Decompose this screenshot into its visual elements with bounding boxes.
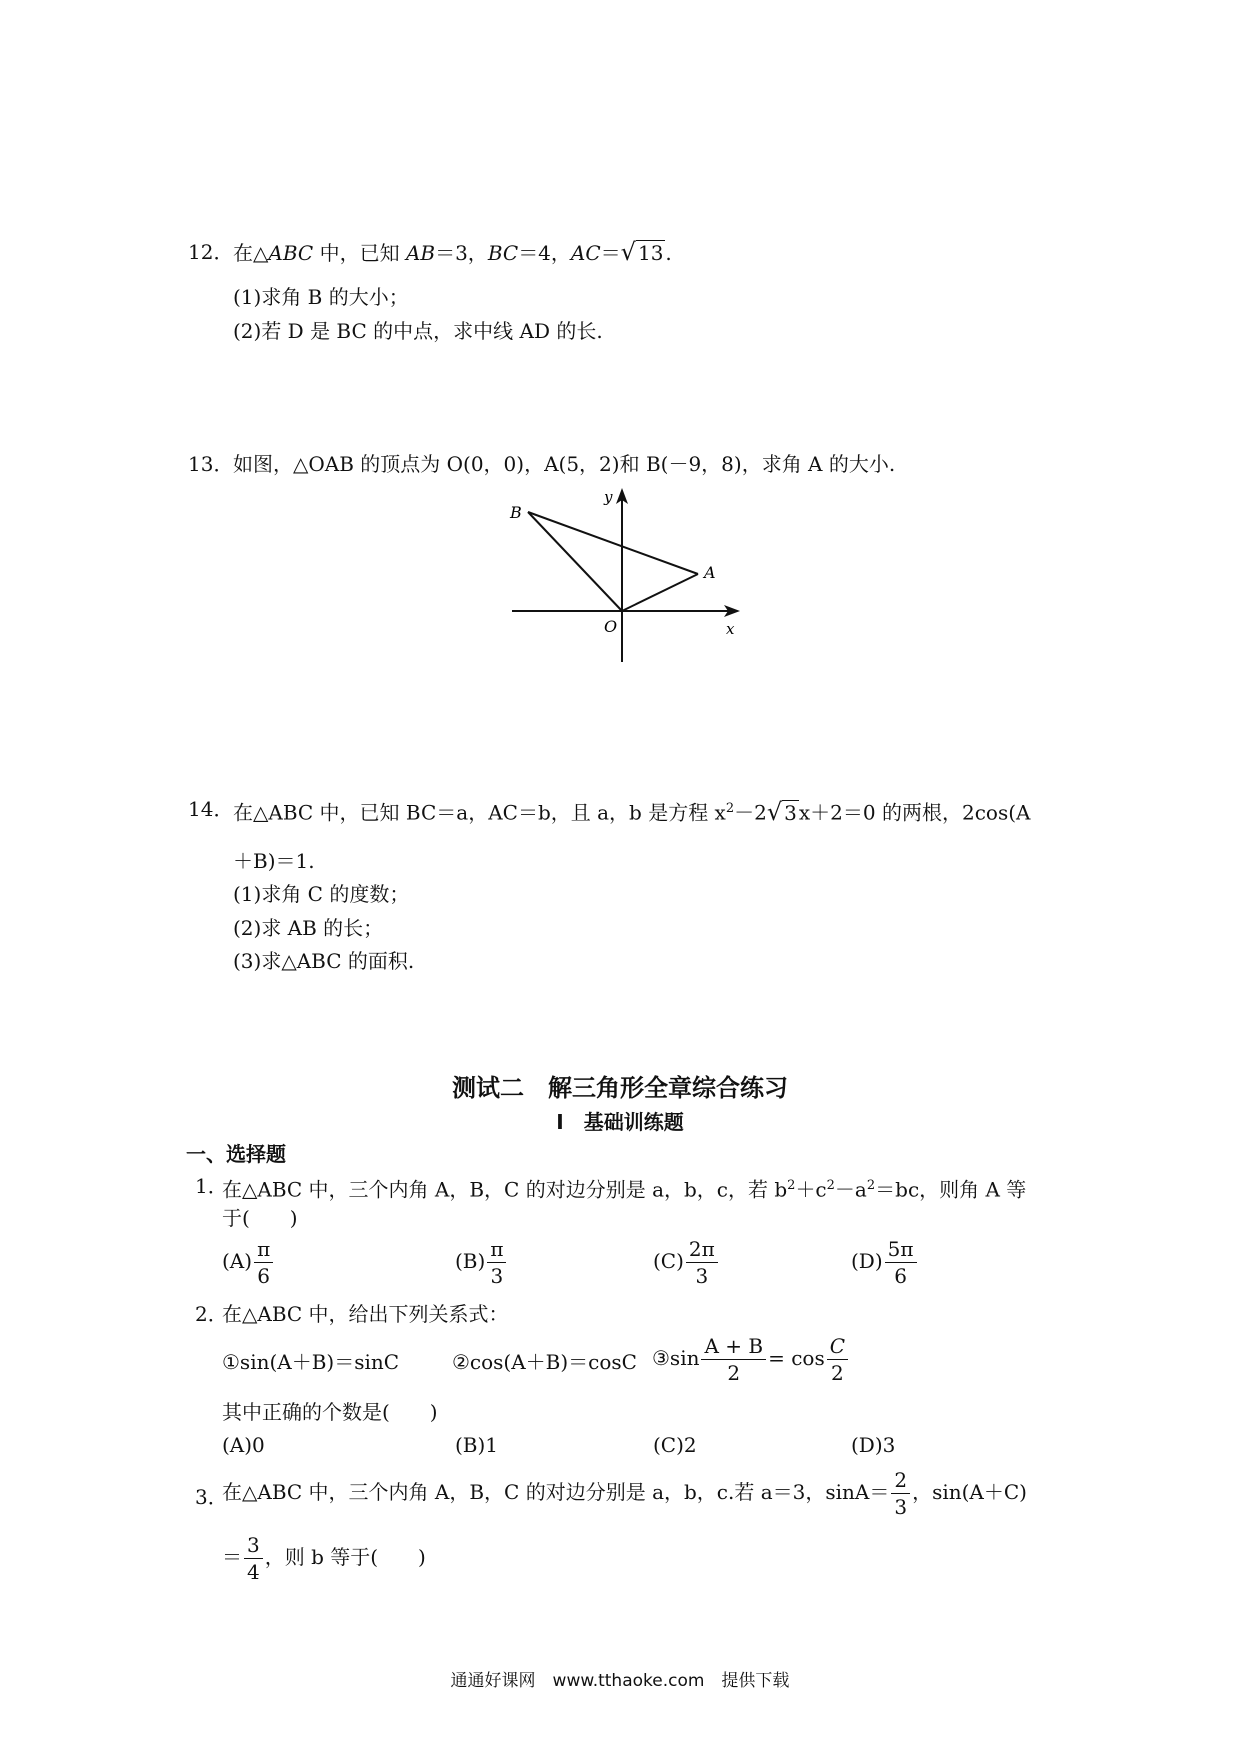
c1-option-b: (B) $\frac{\pi}{3}$	[455, 1236, 508, 1289]
c2-question: 其中正确的个数是( )	[222, 1400, 438, 1424]
q14-part1: (1)求角 C 的度数；	[233, 882, 410, 906]
q14-number: 14．	[188, 797, 234, 821]
c2-number: 2．	[195, 1302, 228, 1326]
test2-subtitle: Ⅰ 基础训练题	[556, 1110, 684, 1134]
c1-option-c: (C) $\frac{2\pi}{3}$	[653, 1236, 720, 1289]
q13-figure	[500, 482, 760, 672]
label-y: y	[604, 488, 613, 506]
q13-number: 13．	[188, 452, 234, 476]
c3-number: 3．	[195, 1485, 228, 1509]
q12-part2: (2)若 D 是 BC 的中点，求中线 AD 的长.	[233, 319, 603, 343]
c1-option-a: (A) $\frac{\pi}{6}$	[222, 1236, 275, 1289]
label-A: A	[704, 563, 716, 582]
c2-relation-3: ③sin $\frac{A + B}{2}$ = cos $\frac{C}{2}$	[652, 1333, 850, 1386]
q13-stem: 如图，△OAB 的顶点为 O(0，0)，A(5，2)和 B(－9，8)，求角 A 的大小.	[233, 452, 896, 476]
sqrt-3: √ 3	[766, 797, 797, 826]
segment-OA	[622, 574, 698, 611]
label-x: x	[726, 620, 735, 638]
c1-option-d: (D) $\frac{5\pi}{6}$	[851, 1236, 919, 1289]
q12-number: 12．	[188, 240, 234, 264]
test2-title: 测试二 解三角形全章综合练习	[452, 1074, 788, 1102]
c1-stem-line2: 于( )	[222, 1206, 298, 1230]
q14-stem-line1: 在△ABC 中，已知 BC＝a，AC＝b，且 a，b 是方程 $x^2-2√$ 3 x＋2＝0 的两根，2cos(A	[233, 797, 1031, 826]
c3-stem-line1: 在△ABC 中，三个内角 A，B，C 的对边分别是 a，b，c.若 a＝3，sinA＝ $\frac{2}{3}$ ，sin(A＋C)	[222, 1468, 1027, 1519]
page-footer: 通通好课网 www.tthaoke.com 提供下载	[450, 1671, 790, 1691]
c1-number: 1．	[195, 1174, 228, 1198]
q14-part3: (3)求△ABC 的面积.	[233, 949, 415, 973]
c2-option-c: (C)2	[653, 1433, 697, 1457]
section-heading: 一、选择题	[186, 1142, 286, 1166]
segment-OB	[528, 512, 622, 611]
c2-stem: 在△ABC 中，给出下列关系式：	[222, 1302, 509, 1326]
c3-stem-line2: ＝ $\frac{3}{4}$ ，则 b 等于( )	[222, 1533, 426, 1584]
c1-stem-line1: 在△ABC 中，三个内角 A，B，C 的对边分别是 a，b，c，若 $b^2+c^2-a^2=bc$，则角 A 等	[222, 1177, 1027, 1202]
q14-part2: (2)求 AB 的长；	[233, 916, 384, 940]
c2-option-b: (B)1	[455, 1433, 499, 1457]
segment-AB	[528, 512, 698, 574]
c2-option-d: (D)3	[851, 1433, 896, 1457]
label-O: O	[604, 617, 618, 636]
sqrt-13: √ 13	[620, 238, 664, 266]
q12-stem: 在△ABC 中，已知 AB＝3，BC＝4，AC＝√ 13 .	[233, 238, 672, 266]
c2-relation-2: ②cos(A＋B)＝cosC	[452, 1350, 637, 1374]
c2-option-a: (A)0	[222, 1433, 265, 1457]
c2-relation-1: ①sin(A＋B)＝sinC	[222, 1350, 400, 1374]
q14-stem-line2: ＋B)＝1.	[233, 849, 315, 873]
q12-part1: (1)求角 B 的大小；	[233, 285, 409, 309]
label-B: B	[510, 503, 522, 522]
